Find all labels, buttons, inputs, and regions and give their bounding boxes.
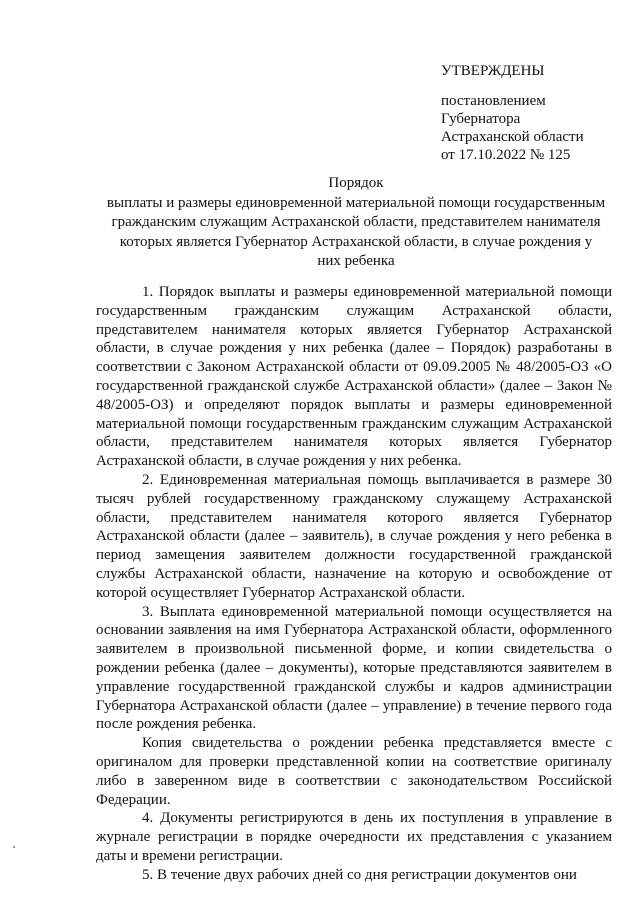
title-line: выплаты и размеры единовременной материальной помощи государственным	[106, 194, 606, 211]
paragraph-3: 3. Выплата единовременной материальной помощи осуществляется на основании заявления на имя Губернатора Астраханской области, оформленного заявителем в произвольной письменной форме, и копии свидетельства о рождении ребенка (далее – документы), которые представляются заявителем в управление государственной гражданской службы и кадров администрации Губернатора Астраханской области (далее – управление) в течение первого года после рождения ребенка.	[96, 603, 612, 733]
approval-line: постановлением	[441, 93, 546, 109]
title-line: которых является Губернатор Астраханской области, в случае рождения у	[119, 233, 593, 250]
paragraph-4: 4. Документы регистрируются в день их поступления в управление в журнале регистрации в порядке очередности их представления с указанием даты и времени регистрации.	[96, 810, 612, 864]
approval-block	[441, 62, 631, 164]
document-body	[96, 283, 612, 885]
approval-heading: УТВЕРЖДЕНЫ	[441, 63, 545, 79]
title-line: них ребенка	[317, 253, 395, 269]
paragraph-3-note: Копия свидетельства о рождении ребенка представляется вместе с оригиналом для проверки представленной копии на соответствие оригиналу либо в заверенном виде в соответствии с законодательством Российской Федерации.	[96, 735, 612, 808]
approval-line: от 17.10.2022 № 125	[441, 147, 571, 163]
title-line: гражданским служащим Астраханской области, представителем нанимателя	[111, 214, 601, 230]
document-title	[96, 174, 616, 272]
approval-line: Астраханской области	[441, 129, 584, 145]
paragraph-1: 1. Порядок выплаты и размеры единовременной материальной помощи государственным гражданским служащим Астраханской области, представителем нанимателя которых является Губернатор Астраханской области, в случае рождения у них ребенка (далее – Порядок) разработаны в соответствии с Законом Астраханской области от 09.09.2005 № 48/2005-ОЗ «О государственной гражданской службе Астраханской области» (далее – Закон № 48/2005-ОЗ) и определяют порядок выплаты и размеры единовременной материальной помощи государственным гражданским служащим Астраханской области, представителем нанимателя которых является Губернатор Астраханской области, в случае рождения у них ребенка.	[96, 284, 612, 470]
paragraph-2: 2. Единовременная материальная помощь выплачивается в размере 30 тысяч рублей государственному гражданскому служащему Астраханской области, представителем нанимателя которого является Губернатор Астраханской области (далее – заявитель), в случае рождения у него ребенка в период замещения заявителем должности государственной гражданской службы Астраханской области, назначение на которую и освобождение от которой осуществляет Губернатор Астраханской области.	[96, 471, 612, 601]
title-word: Порядок	[328, 175, 384, 191]
approval-line: Губернатора	[441, 111, 521, 127]
paragraph-5: 5. В течение двух рабочих дней со дня регистрации документов они	[142, 866, 577, 883]
scan-speck	[13, 846, 15, 848]
